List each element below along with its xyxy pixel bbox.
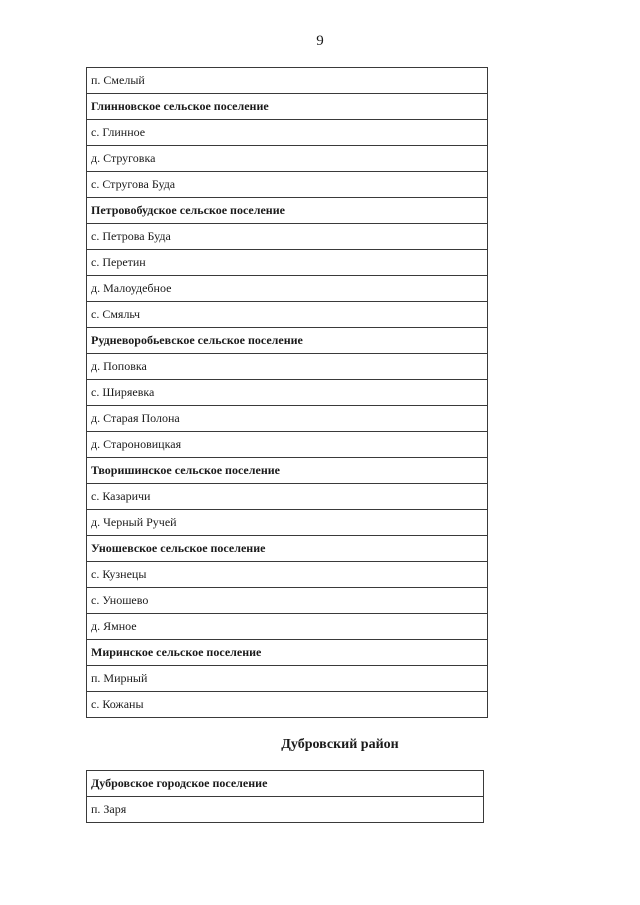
settlement-row [87, 510, 488, 536]
settlement-group-heading-row [87, 328, 488, 354]
settlement-name: д. Черный Ручей [87, 510, 488, 536]
settlement-group-heading: Миринское сельское поселение [87, 640, 488, 666]
settlement-row [87, 406, 488, 432]
settlement-row [87, 562, 488, 588]
settlement-group-heading: Петровобудское сельское поселение [87, 198, 488, 224]
settlement-name: д. Ямное [87, 614, 488, 640]
district-settlements-table-body [87, 771, 484, 823]
settlement-group-heading: Дубровское городское поселение [87, 771, 484, 797]
settlement-name: п. Мирный [87, 666, 488, 692]
settlement-name: п. Смелый [87, 68, 488, 94]
settlement-group-heading-row [87, 640, 488, 666]
settlement-name: д. Струговка [87, 146, 488, 172]
settlement-row [87, 354, 488, 380]
settlement-row [87, 276, 488, 302]
settlement-row [87, 302, 488, 328]
settlements-table [86, 67, 488, 718]
settlement-name: с. Кожаны [87, 692, 488, 718]
settlement-row [87, 432, 488, 458]
settlement-row [87, 224, 488, 250]
settlement-group-heading-row [87, 771, 484, 797]
settlement-row [87, 120, 488, 146]
settlement-name: п. Заря [87, 797, 484, 823]
settlement-row [87, 68, 488, 94]
settlement-row [87, 380, 488, 406]
settlement-row [87, 172, 488, 198]
settlement-row [87, 666, 488, 692]
page-number: 9 [316, 33, 324, 49]
settlement-group-heading: Глинновское сельское поселение [87, 94, 488, 120]
settlement-group-heading: Уношевское сельское поселение [87, 536, 488, 562]
settlement-name: с. Уношево [87, 588, 488, 614]
settlement-group-heading-row [87, 94, 488, 120]
district-settlements-table [86, 770, 484, 823]
settlement-row [87, 588, 488, 614]
settlement-name: с. Глинное [87, 120, 488, 146]
settlement-name: д. Староновицкая [87, 432, 488, 458]
settlement-name: д. Малоудебное [87, 276, 488, 302]
district-title: Дубровский район [281, 737, 399, 752]
settlement-row [87, 250, 488, 276]
settlement-name: с. Ширяевка [87, 380, 488, 406]
settlement-name: д. Старая Полона [87, 406, 488, 432]
settlement-row [87, 797, 484, 823]
settlement-name: с. Перетин [87, 250, 488, 276]
settlement-row [87, 484, 488, 510]
settlement-name: с. Кузнецы [87, 562, 488, 588]
settlement-group-heading-row [87, 458, 488, 484]
settlement-name: с. Казаричи [87, 484, 488, 510]
settlement-row [87, 146, 488, 172]
settlement-name: д. Поповка [87, 354, 488, 380]
settlement-row [87, 692, 488, 718]
settlement-name: с. Петрова Буда [87, 224, 488, 250]
settlement-group-heading: Творишинское сельское поселение [87, 458, 488, 484]
settlement-group-heading: Рудневоробьевское сельское поселение [87, 328, 488, 354]
settlement-group-heading-row [87, 536, 488, 562]
settlement-group-heading-row [87, 198, 488, 224]
settlements-table-body [87, 68, 488, 718]
settlement-row [87, 614, 488, 640]
settlement-name: с. Смяльч [87, 302, 488, 328]
settlement-name: с. Стругова Буда [87, 172, 488, 198]
